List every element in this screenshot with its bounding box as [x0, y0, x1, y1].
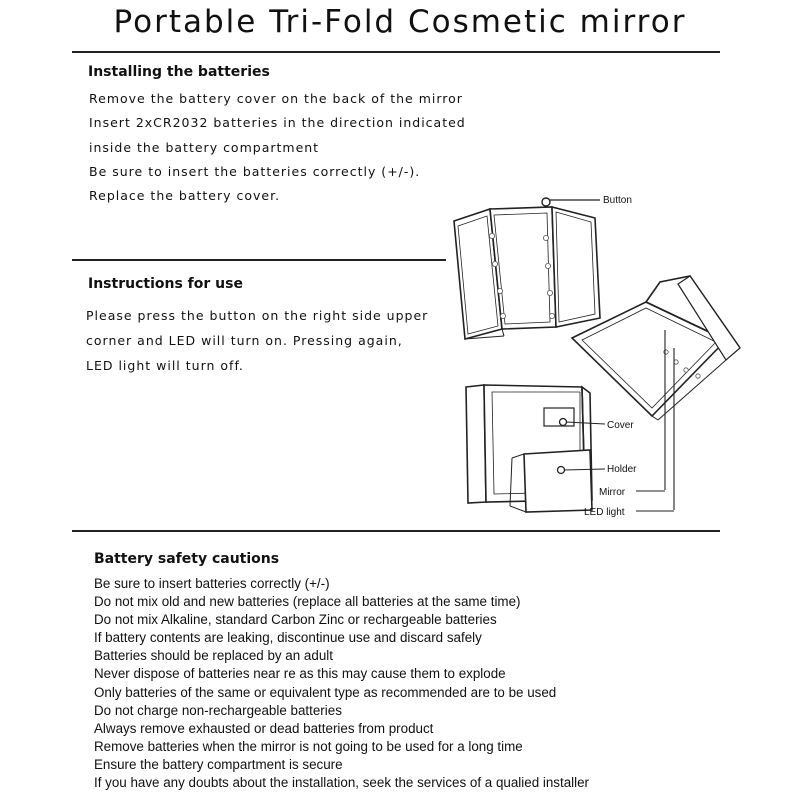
instructions-line: Please press the button on the right side upper: [86, 308, 429, 323]
label-holder: Holder: [607, 464, 637, 475]
installing-line: Be sure to insert the batteries correctly (+/-).: [89, 163, 421, 179]
mirror-diagram: [440, 180, 780, 530]
safety-line: Remove batteries when the mirror is not going to be used for a long time: [94, 738, 523, 754]
holder-marker: [558, 467, 565, 474]
section-divider: [72, 259, 446, 261]
installing-line: Remove the battery cover on the back of the mirror: [89, 91, 463, 106]
safety-line: Batteries should be replaced by an adult: [94, 648, 333, 664]
document-title: Portable Tri-Fold Cosmetic mirror: [113, 4, 687, 40]
safety-divider: [72, 530, 720, 532]
safety-line: Always remove exhausted or dead batteries from product: [94, 720, 434, 736]
safety-line: If you have any doubts about the installation, seek the services of a qualied installer: [94, 775, 590, 791]
instructions-text: [86, 304, 428, 378]
instructions-line: LED light will turn off.: [86, 357, 244, 373]
safety-text: [94, 575, 589, 792]
installing-heading: Installing the batteries: [88, 64, 270, 80]
label-led-light: LED light: [584, 507, 625, 518]
safety-line: Do not mix Alkaline, standard Carbon Zinc or rechargeable batteries: [94, 612, 497, 628]
mirror-diagram-svg: [440, 180, 780, 530]
label-mirror: Mirror: [599, 487, 626, 498]
back-mirror-illustration: [466, 385, 592, 512]
instructions-heading: Instructions for use: [88, 276, 243, 292]
safety-line: Never dispose of batteries near re as this may cause them to explode: [94, 666, 506, 682]
installing-line: inside the battery compartment: [89, 139, 320, 155]
instructions-line: corner and LED will turn on. Pressing again,: [86, 332, 403, 348]
button-marker: [542, 198, 550, 206]
label-cover: Cover: [607, 420, 634, 431]
safety-heading: Battery safety cautions: [94, 551, 280, 567]
installing-text: [89, 87, 466, 208]
safety-line: Only batteries of the same or equivalent type as recommended are to be used: [94, 684, 557, 700]
installing-line: Insert 2xCR2032 batteries in the direction indicated: [89, 115, 466, 131]
title-divider: [72, 51, 720, 53]
safety-line: If battery contents are leaking, discontinue use and discard safely: [94, 630, 482, 646]
cover-marker: [560, 419, 567, 426]
open-mirror-illustration: [454, 207, 600, 339]
safety-line: Do not charge non-rechargeable batteries: [94, 702, 342, 718]
safety-line: Ensure the battery compartment is secure: [94, 756, 343, 772]
installing-line: Replace the battery cover.: [89, 188, 281, 204]
safety-line: Be sure to insert batteries correctly (+/-): [94, 576, 330, 591]
safety-line: Do not mix old and new batteries (replace all batteries at the same time): [94, 594, 521, 610]
label-button: Button: [603, 195, 632, 206]
